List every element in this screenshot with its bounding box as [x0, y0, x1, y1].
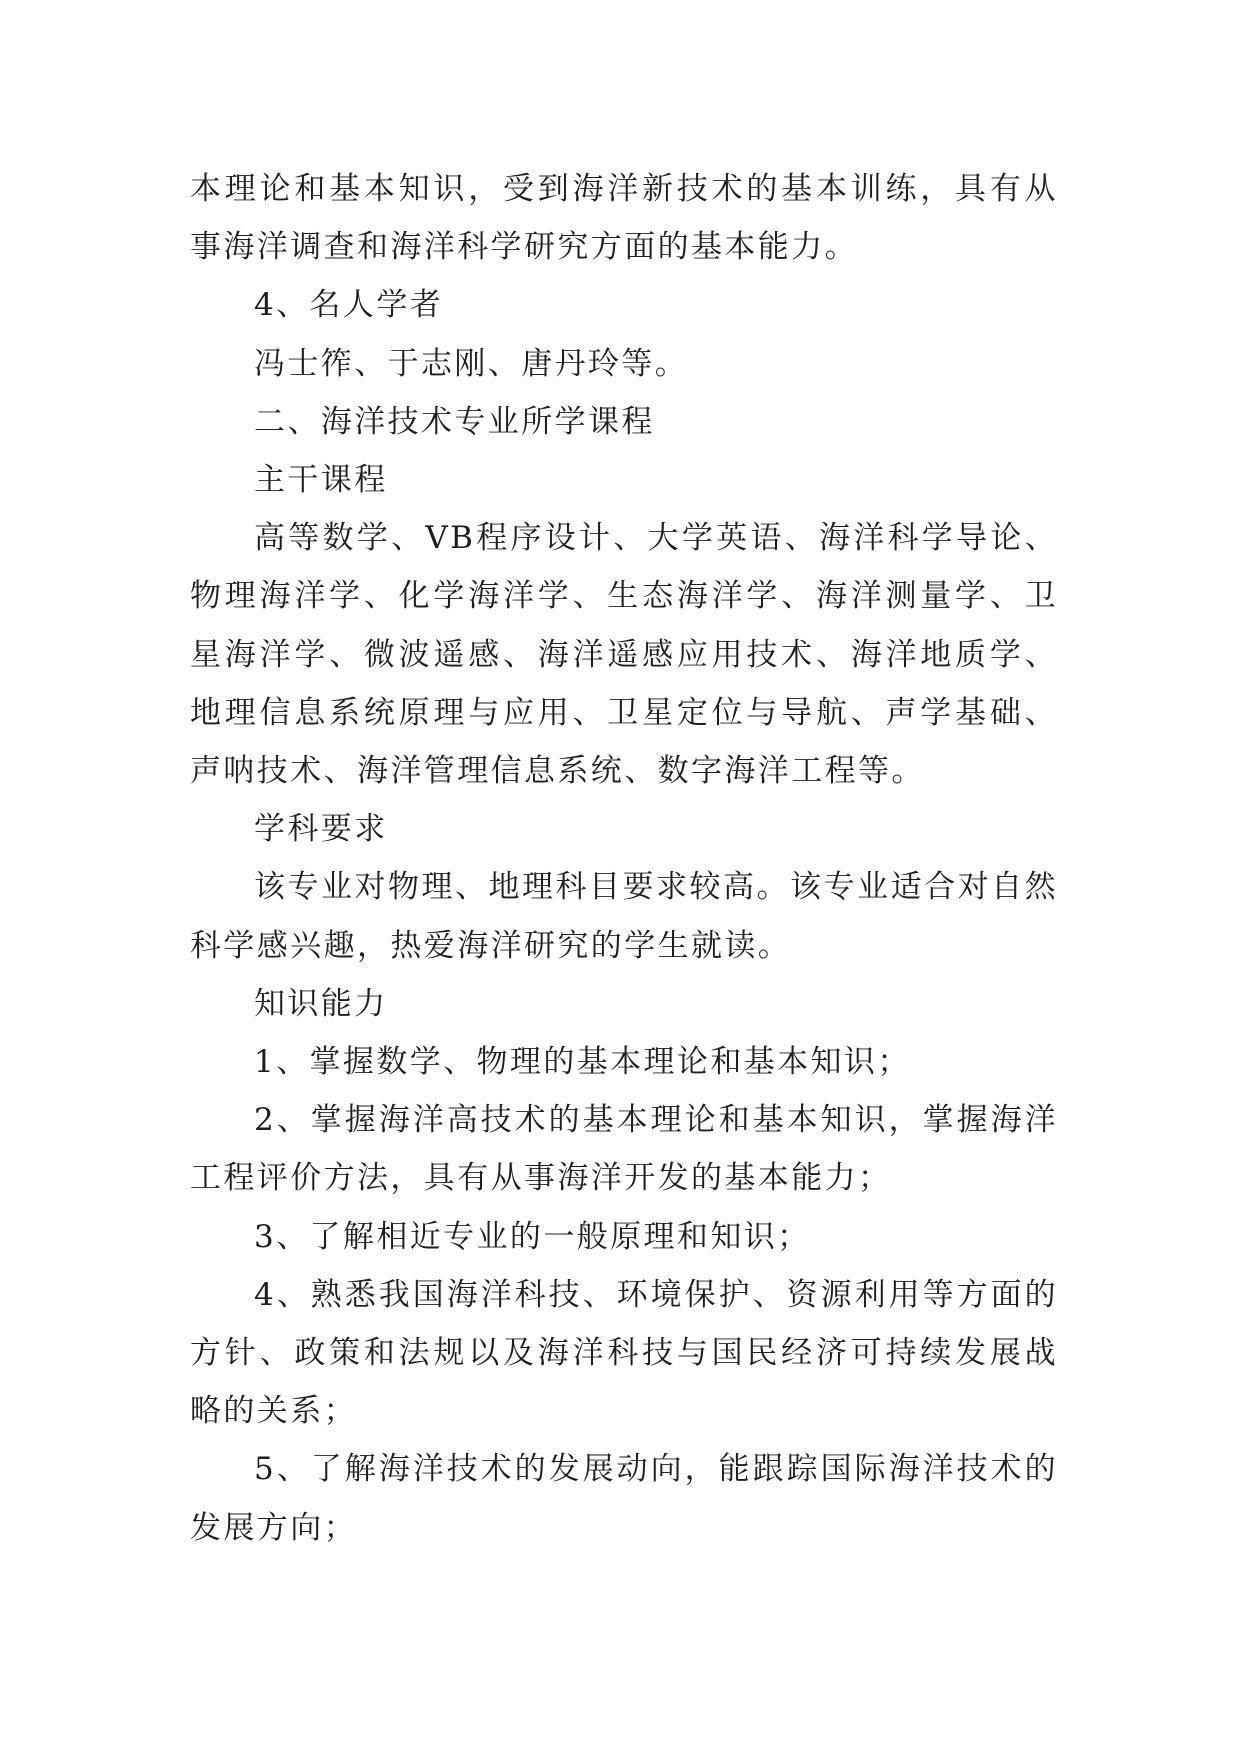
paragraph-continuation: 本理论和基本知识，受到海洋新技术的基本训练，具有从事海洋调查和海洋科学研究方面的基本能力。 — [190, 171, 1058, 266]
heading-courses: 二、海洋技术专业所学课程 — [254, 403, 655, 440]
heading-famous-scholars: 4、名人学者 — [254, 287, 444, 324]
list-item-2: 2、掌握海洋高技术的基本理论和基本知识，掌握海洋工程评价方法，具有从事海洋开发的基本能力； — [190, 1102, 1058, 1197]
list-item-1: 1、掌握数学、物理的基本理论和基本知识； — [254, 1044, 911, 1081]
paragraph-main-courses: 高等数学、VB程序设计、大学英语、海洋科学导论、物理海洋学、化学海洋学、生态海洋学、海洋测量学、卫星海洋学、微波遥感、海洋遥感应用技术、海洋地质学、地理信息系统原理与应用、卫星定位与导航、声学基础、声呐技术、海洋管理信息系统、数字海洋工程等。 — [190, 520, 1058, 790]
list-item-4: 4、熟悉我国海洋科技、环境保护、资源利用等方面的方针、政策和法规以及海洋科技与国民经济可持续发展战略的关系； — [190, 1276, 1058, 1430]
heading-main-courses: 主干课程 — [254, 462, 388, 499]
heading-knowledge-ability: 知识能力 — [254, 985, 388, 1022]
list-item-3: 3、了解相近专业的一般原理和知识； — [254, 1218, 811, 1255]
document-body — [190, 160, 1058, 1557]
list-item-5: 5、了解海洋技术的发展动向，能跟踪国际海洋技术的发展方向； — [190, 1451, 1058, 1546]
paragraph-scholars: 冯士筰、于志刚、唐丹玲等。 — [254, 345, 689, 382]
paragraph-subject-requirements: 该专业对物理、地理科目要求较高。该专业适合对自然科学感兴趣，热爱海洋研究的学生就读。 — [190, 869, 1058, 964]
heading-subject-requirements: 学科要求 — [254, 811, 388, 848]
